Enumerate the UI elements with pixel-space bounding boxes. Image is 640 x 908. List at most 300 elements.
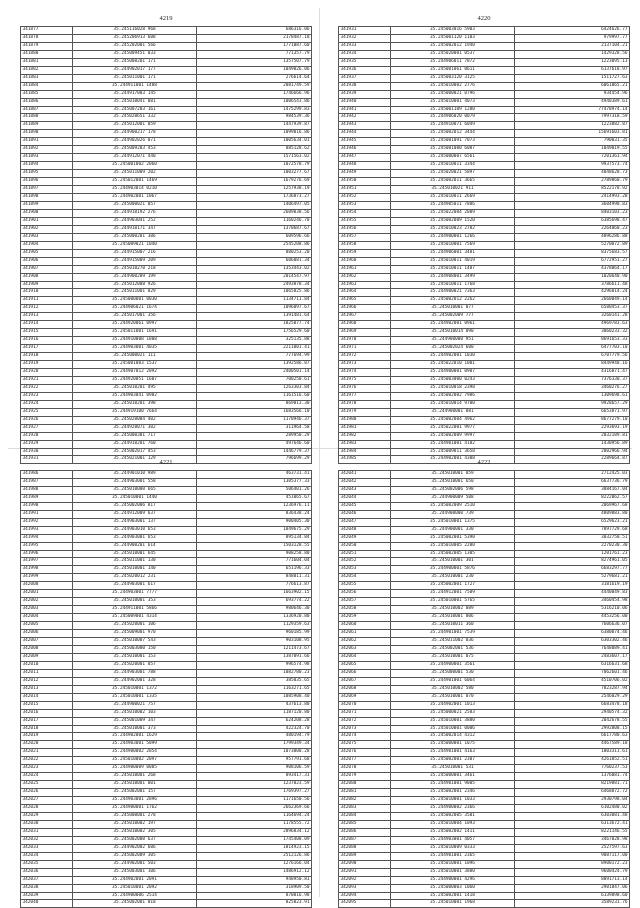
value-cell: 1309698.61 xyxy=(515,392,630,400)
table-row xyxy=(21,74,312,82)
table-row xyxy=(339,884,630,892)
table-row xyxy=(21,494,312,502)
table-row xyxy=(339,321,630,329)
id-cell: 342027 xyxy=(21,797,73,805)
id-cell: 342028 xyxy=(21,805,73,813)
value-cell: 651196.33 xyxy=(197,566,312,574)
table-row xyxy=(21,789,312,797)
coordinate-cell: 35.244900001 1762 xyxy=(73,805,197,813)
coordinate-cell: 35.245010001 230 xyxy=(391,574,515,582)
table-row xyxy=(339,606,630,614)
coordinate-cell: 35.245010001 1968 xyxy=(391,900,515,908)
id-cell: 341971 xyxy=(339,345,391,353)
coordinate-cell: 35.244901001 6064 xyxy=(391,677,515,685)
table-row xyxy=(339,677,630,685)
id-cell: 341936 xyxy=(339,66,391,74)
id-cell: 341981 xyxy=(339,424,391,432)
id-cell: 342075 xyxy=(339,741,391,749)
table-row xyxy=(339,130,630,138)
value-cell: 497646.60 xyxy=(197,440,312,448)
coordinate-cell: 35.245012001 059 xyxy=(73,122,197,130)
value-cell: 893417.31 xyxy=(197,773,312,781)
coordinate-cell: 35.245002005 3501 xyxy=(391,812,515,820)
table-row xyxy=(339,82,630,90)
value-cell: 1263303.84 xyxy=(197,384,312,392)
id-cell: 342017 xyxy=(21,717,73,725)
id-cell: 341979 xyxy=(339,408,391,416)
table-row xyxy=(339,645,630,653)
table-row xyxy=(339,106,630,114)
value-cell: 1305377.33 xyxy=(197,478,312,486)
id-cell: 341980 xyxy=(339,416,391,424)
value-cell: 2069967.68 xyxy=(515,502,630,510)
table-row xyxy=(339,661,630,669)
table-row xyxy=(21,844,312,852)
coordinate-cell: 35.244901001 4163 xyxy=(391,749,515,757)
id-cell: 341879 xyxy=(21,42,73,50)
table-row xyxy=(339,74,630,82)
table-row xyxy=(339,273,630,281)
id-cell: 342042 xyxy=(339,478,391,486)
value-cell: 1406497.05 xyxy=(197,201,312,209)
value-cell: 7823287.94 xyxy=(515,685,630,693)
value-cell: 7760237.53 xyxy=(515,765,630,773)
table-row xyxy=(21,353,312,361)
id-cell: 341927 xyxy=(21,424,73,432)
id-cell: 342010 xyxy=(21,661,73,669)
value-cell: 869013.30 xyxy=(197,400,312,408)
panel-title: 4220 xyxy=(477,15,491,22)
coordinate-cell: 35.245012008 926 xyxy=(73,281,197,289)
table-row xyxy=(21,574,312,582)
table-row xyxy=(339,337,630,345)
table-row xyxy=(339,162,630,170)
coordinate-cell: 35.245003000 150 xyxy=(73,645,197,653)
value-cell: 6529623.21 xyxy=(515,518,630,526)
id-cell: 341939 xyxy=(339,90,391,98)
value-cell: 1170946.37 xyxy=(197,416,312,424)
table-row xyxy=(339,781,630,789)
table-row xyxy=(21,384,312,392)
table-row xyxy=(21,550,312,558)
table-row xyxy=(339,844,630,852)
coordinate-cell: 35.244903014 0210 xyxy=(73,186,197,194)
value-cell: 1073000.28 xyxy=(197,749,312,757)
id-cell: 341989 xyxy=(21,494,73,502)
table-row xyxy=(21,345,312,353)
coordinate-cell: 35.245007203 161 xyxy=(73,106,197,114)
value-cell: 2930798.04 xyxy=(515,797,630,805)
id-cell: 342030 xyxy=(21,820,73,828)
id-cell: 342050 xyxy=(339,542,391,550)
table-row xyxy=(339,558,630,566)
vertical-page-divider xyxy=(319,8,320,897)
value-cell: 422324.70 xyxy=(197,725,312,733)
value-cell: 693774.22 xyxy=(197,598,312,606)
coordinate-cell: 35.244915007 216 xyxy=(73,249,197,257)
table-row xyxy=(339,701,630,709)
id-cell: 341968 xyxy=(339,321,391,329)
table-row xyxy=(339,566,630,574)
coordinate-cell: 35.245002009 777 xyxy=(391,313,515,321)
value-cell: 1376081.74 xyxy=(515,773,630,781)
coordinate-cell: 35.245022001 9977 xyxy=(391,424,515,432)
value-cell: 5279681.21 xyxy=(515,574,630,582)
table-row xyxy=(339,725,630,733)
table-row xyxy=(339,400,630,408)
table-row xyxy=(21,440,312,448)
coordinate-cell: 35.245010001 153 xyxy=(73,653,197,661)
coordinate-cell: 35.244900000 951 xyxy=(391,337,515,345)
value-cell: 7648089.41 xyxy=(515,645,630,653)
id-cell: 342046 xyxy=(339,510,391,518)
id-cell: 341894 xyxy=(21,162,73,170)
id-cell: 341907 xyxy=(21,265,73,273)
value-cell: 3060233.32 xyxy=(515,329,630,337)
value-cell: 1276166.04 xyxy=(197,860,312,868)
id-cell: 341915 xyxy=(21,329,73,337)
value-cell: 1178555.72 xyxy=(197,820,312,828)
id-cell: 341913 xyxy=(21,313,73,321)
id-cell: 342080 xyxy=(339,781,391,789)
id-cell: 341910 xyxy=(21,289,73,297)
id-cell: 341954 xyxy=(339,209,391,217)
value-cell: 2789860.79 xyxy=(515,178,630,186)
coordinate-cell: 35.245010041 081 xyxy=(73,98,197,106)
id-cell: 341941 xyxy=(339,106,391,114)
value-cell: 4467589.18 xyxy=(515,741,630,749)
id-cell: 342008 xyxy=(21,645,73,653)
id-cell: 342044 xyxy=(339,494,391,502)
value-cell: 7376330.37 xyxy=(515,376,630,384)
table-row xyxy=(339,217,630,225)
value-cell: 771357.79 xyxy=(197,50,312,58)
value-cell: 2512126.86 xyxy=(197,852,312,860)
coordinate-cell: 35.244902002 606 xyxy=(73,844,197,852)
coordinate-cell: 35.245022010 1081 xyxy=(391,361,515,369)
coordinate-cell: 35.245002001 018 xyxy=(73,900,197,908)
table-row xyxy=(339,900,630,908)
table-row xyxy=(339,709,630,717)
value-cell: 4296814.24 xyxy=(515,289,630,297)
table-row xyxy=(21,194,312,202)
value-cell: 6683297.77 xyxy=(515,566,630,574)
id-cell: 341955 xyxy=(339,217,391,225)
id-cell: 341959 xyxy=(339,249,391,257)
coordinate-cell: 35.245010001 1372 xyxy=(73,685,197,693)
id-cell: 342006 xyxy=(21,630,73,638)
id-cell: 342061 xyxy=(339,630,391,638)
value-cell: 1387091.66 xyxy=(197,653,312,661)
coordinate-cell: 35.244908001 3499 xyxy=(391,273,515,281)
value-cell: 836438.24 xyxy=(197,510,312,518)
id-cell: 341914 xyxy=(21,321,73,329)
table-row xyxy=(339,852,630,860)
id-cell: 342095 xyxy=(339,900,391,908)
table-row xyxy=(21,321,312,329)
table-row xyxy=(339,225,630,233)
value-cell: 1223882.87 xyxy=(515,122,630,130)
coordinate-cell: 35.244902001 1013 xyxy=(391,701,515,709)
value-cell: 7997318.59 xyxy=(515,114,630,122)
id-cell: 341938 xyxy=(339,82,391,90)
id-cell: 341995 xyxy=(21,542,73,550)
coordinate-cell: 35.245009001 4314 xyxy=(73,614,197,622)
coordinate-cell: 35.245010011 2669 xyxy=(391,194,515,202)
coordinate-cell: 35.245000001 278 xyxy=(73,812,197,820)
coordinate-cell: 35.245020001 106 xyxy=(73,622,197,630)
value-cell: 2137104.21 xyxy=(515,42,630,50)
id-cell: 342051 xyxy=(339,550,391,558)
coordinate-cell: 35.244906011 7872 xyxy=(391,58,515,66)
table-row xyxy=(21,900,312,908)
value-cell: 3460454.98 xyxy=(515,598,630,606)
table-row xyxy=(21,90,312,98)
value-cell: 7606636.07 xyxy=(515,622,630,630)
value-cell: 2901847.06 xyxy=(515,884,630,892)
id-cell: 341887 xyxy=(21,106,73,114)
table-row xyxy=(21,534,312,542)
id-cell: 342032 xyxy=(21,836,73,844)
coordinate-cell: 35.244902001 328 xyxy=(73,677,197,685)
table-row xyxy=(21,781,312,789)
table-row xyxy=(21,892,312,900)
coordinate-cell: 35.245021001 129 xyxy=(73,456,197,464)
id-cell: 341935 xyxy=(339,58,391,66)
coordinate-cell: 35.245000003 1060 xyxy=(391,884,515,892)
value-cell: 1236976.11 xyxy=(197,502,312,510)
coordinate-cell: 35.245010001 531 xyxy=(391,765,515,773)
coordinate-cell: 35.245003000 0243 xyxy=(391,376,515,384)
coordinate-cell: 35.245000007 6561 xyxy=(391,154,515,162)
value-cell: 957791.68 xyxy=(197,757,312,765)
table-row xyxy=(21,376,312,384)
id-cell: 341958 xyxy=(339,241,391,249)
value-cell: 1756529.60 xyxy=(197,329,312,337)
id-cell: 342012 xyxy=(21,677,73,685)
id-cell: 342019 xyxy=(21,733,73,741)
id-cell: 341900 xyxy=(21,209,73,217)
value-cell: 2896834.12 xyxy=(197,828,312,836)
table-row xyxy=(21,542,312,550)
id-cell: 341904 xyxy=(21,241,73,249)
coordinate-cell: 35.245000001 1075 xyxy=(391,741,515,749)
value-cell: 1072578.79 xyxy=(197,162,312,170)
coordinate-cell: 35.245009203 453 xyxy=(73,146,197,154)
id-cell: 341975 xyxy=(339,376,391,384)
coordinate-cell: 35.245002009 1520 xyxy=(391,217,515,225)
table-row xyxy=(339,58,630,66)
table-panel-top-right xyxy=(338,12,630,464)
table-row xyxy=(339,448,630,456)
id-cell: 341929 xyxy=(21,440,73,448)
coordinate-cell: 35.244902001 1067 xyxy=(73,194,197,202)
coordinate-cell: 35.245010001 140 xyxy=(73,566,197,574)
value-cell: 6772951.27 xyxy=(515,257,630,265)
coordinate-cell: 35.244915009 209 xyxy=(73,257,197,265)
table-row xyxy=(21,130,312,138)
value-cell: 1745408.09 xyxy=(197,836,312,844)
table-row xyxy=(21,432,312,440)
id-cell: 341918 xyxy=(21,353,73,361)
value-cell: 1446779.37 xyxy=(197,448,312,456)
id-cell: 341917 xyxy=(21,345,73,353)
value-cell: 996574.98 xyxy=(197,661,312,669)
coordinate-cell: 35.245002006 817 xyxy=(73,502,197,510)
id-cell: 341962 xyxy=(339,273,391,281)
id-cell: 342049 xyxy=(339,534,391,542)
coordinate-cell: 35.244901001 7539 xyxy=(391,630,515,638)
coordinate-cell: 35.245002001 1727 xyxy=(391,582,515,590)
table-row xyxy=(21,400,312,408)
table-row xyxy=(339,598,630,606)
coordinate-cell: 35.245010000 665 xyxy=(73,486,197,494)
coordinate-cell: 35.244900201 614 xyxy=(73,542,197,550)
value-cell: 1511727.63 xyxy=(515,74,630,82)
value-cell: 6424626.77 xyxy=(515,27,630,35)
coordinate-cell: 35.244903001 5099 xyxy=(73,741,197,749)
table-row xyxy=(339,892,630,900)
data-table xyxy=(20,470,312,908)
table-row xyxy=(21,582,312,590)
value-cell: 1571563.02 xyxy=(197,154,312,162)
id-cell: 342039 xyxy=(21,892,73,900)
coordinate-cell: 35.245012001 1469 xyxy=(73,178,197,186)
value-cell: 2940574.32 xyxy=(515,709,630,717)
value-cell: 2527597.63 xyxy=(515,844,630,852)
id-cell: 341966 xyxy=(339,305,391,313)
coordinate-cell: 35.245010001 2092 xyxy=(73,884,197,892)
coordinate-cell: 35.244917003 145 xyxy=(73,90,197,98)
value-cell: 895134.84 xyxy=(197,534,312,542)
id-cell: 341889 xyxy=(21,122,73,130)
value-cell: 1049019.55 xyxy=(515,146,630,154)
table-row xyxy=(339,669,630,677)
value-cell: 2042678.55 xyxy=(515,717,630,725)
coordinate-cell: 35.244903041 252 xyxy=(73,217,197,225)
table-row xyxy=(339,693,630,701)
coordinate-cell: 35.244905011 7886 xyxy=(391,201,515,209)
value-cell: 385035.65 xyxy=(197,677,312,685)
table-row xyxy=(21,805,312,813)
table-row xyxy=(339,478,630,486)
coordinate-cell: 35.245001000 6087 xyxy=(391,146,515,154)
table-row xyxy=(21,209,312,217)
table-row xyxy=(339,154,630,162)
value-cell: 1814923.15 xyxy=(197,844,312,852)
id-cell: 341994 xyxy=(21,534,73,542)
coordinate-cell: 35.245001061 0611 xyxy=(391,66,515,74)
coordinate-cell: 35.245010002 103 xyxy=(73,709,197,717)
table-row xyxy=(21,289,312,297)
table-row xyxy=(339,34,630,42)
id-cell: 342059 xyxy=(339,614,391,622)
value-cell: 6477703.10 xyxy=(515,345,630,353)
id-cell: 341912 xyxy=(21,305,73,313)
id-cell: 342018 xyxy=(21,725,73,733)
coordinate-cell: 35.245010201 495 xyxy=(73,384,197,392)
value-cell: 2211001.41 xyxy=(197,345,312,353)
value-cell: 3260141.28 xyxy=(515,313,630,321)
id-cell: 341947 xyxy=(339,154,391,162)
value-cell: 8375683.57 xyxy=(515,249,630,257)
table-row xyxy=(21,313,312,321)
coordinate-cell: 35.245010011 3344 xyxy=(391,162,515,170)
table-row xyxy=(339,241,630,249)
id-cell: 341991 xyxy=(21,510,73,518)
table-row xyxy=(21,471,312,479)
value-cell: 1353443.02 xyxy=(197,265,312,273)
value-cell: 2264060.23 xyxy=(515,225,630,233)
value-cell: 2662369.66 xyxy=(197,805,312,813)
coordinate-cell: 35.245010001 7569 xyxy=(391,241,515,249)
value-cell: 2609038.56 xyxy=(197,209,312,217)
value-cell: 6313672.41 xyxy=(515,820,630,828)
value-cell: 6580453.37 xyxy=(515,305,630,313)
table-row xyxy=(21,138,312,146)
value-cell: 2081749.59 xyxy=(197,82,312,90)
id-cell: 342041 xyxy=(339,471,391,479)
value-cell: 2170487.18 xyxy=(197,34,312,42)
coordinate-cell: 35.244901010 989 xyxy=(73,471,197,479)
value-cell: 1237023.59 xyxy=(197,781,312,789)
coordinate-cell: 35.244901001 2365 xyxy=(391,852,515,860)
id-cell: 342067 xyxy=(339,677,391,685)
table-row xyxy=(339,574,630,582)
value-cell: 6303081.48 xyxy=(515,812,630,820)
table-row xyxy=(21,58,312,66)
id-cell: 341898 xyxy=(21,194,73,202)
coordinate-cell: 35.245202001 566 xyxy=(73,42,197,50)
value-cell: 776613.87 xyxy=(197,582,312,590)
id-cell: 342009 xyxy=(21,653,73,661)
value-cell: 480194.79 xyxy=(197,733,312,741)
coordinate-cell: 35.244900209 199 xyxy=(73,273,197,281)
value-cell: 1447939.87 xyxy=(197,122,312,130)
value-cell: 4453256.00 xyxy=(515,614,630,622)
table-row xyxy=(21,502,312,510)
id-cell: 341972 xyxy=(339,353,391,361)
coordinate-cell: 35.245010009 0333 xyxy=(391,844,515,852)
coordinate-cell: 35.245002011 3665 xyxy=(391,178,515,186)
value-cell: 1336920.80 xyxy=(197,614,312,622)
id-cell: 341890 xyxy=(21,130,73,138)
id-cell: 342034 xyxy=(21,852,73,860)
id-cell: 341957 xyxy=(339,233,391,241)
coordinate-cell: 35.245008201 171 xyxy=(73,58,197,66)
coordinate-cell: 35.245002009 305 xyxy=(73,852,197,860)
coordinate-cell: 35.244903001 2896 xyxy=(73,797,197,805)
table-panel-bottom-left xyxy=(20,456,312,908)
table-row xyxy=(339,614,630,622)
table-row xyxy=(21,217,312,225)
value-cell: 1049675.29 xyxy=(197,526,312,534)
id-cell: 341908 xyxy=(21,273,73,281)
coordinate-cell: 35.245002009 2510 xyxy=(391,502,515,510)
table-row xyxy=(21,645,312,653)
coordinate-cell: 35.244902001 1629 xyxy=(73,733,197,741)
id-cell: 341896 xyxy=(21,178,73,186)
value-cell: 2002966.94 xyxy=(515,448,630,456)
table-row xyxy=(21,361,312,369)
coordinate-cell: 35.245002000 637 xyxy=(73,836,197,844)
coordinate-cell: 35.245010001 650 xyxy=(391,478,515,486)
table-row xyxy=(21,860,312,868)
id-cell: 342014 xyxy=(21,693,73,701)
coordinate-cell: 35.245002002 1411 xyxy=(391,828,515,836)
table-row xyxy=(21,598,312,606)
coordinate-cell: 35.245002005 1305 xyxy=(391,550,515,558)
